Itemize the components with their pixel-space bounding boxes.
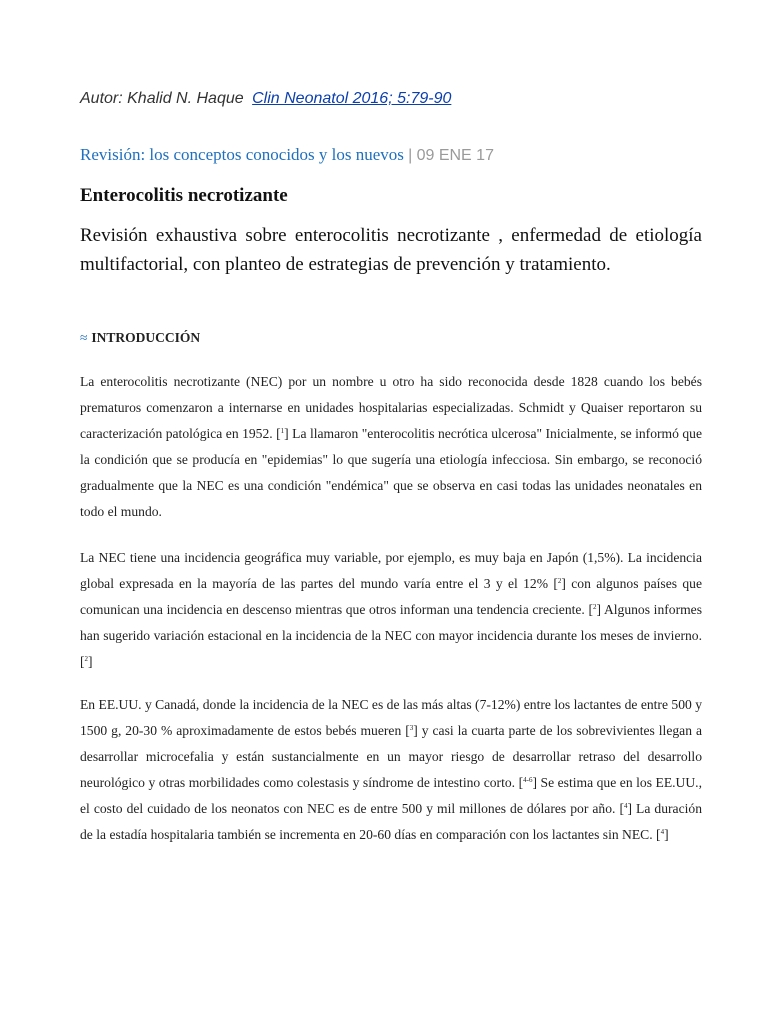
reference-superscript: 4-6 [523,776,533,784]
reference-superscript: 4 [623,802,628,810]
approx-icon: ≈ [80,330,88,345]
section-line [80,145,494,165]
author-name: Autor: Khalid N. Haque [80,90,244,107]
reference-superscript: 1 [280,427,285,435]
author-line [80,90,451,108]
section-link[interactable]: Revisión: los conceptos conocidos y los nuevos [80,145,404,164]
article-summary: Revisión exhaustiva sobre enterocolitis necrotizante , enfermedad de etiología multifactorial, con planteo de estrategias de prevención y tratamiento. [80,225,702,275]
reference-superscript: 2 [593,603,597,611]
paragraph-3 [80,692,702,848]
paragraph-text: ] y casi la cuarta parte de los sobrevivientes llegan a desarrollar microcefalia y están sustancialmente en un mayor riesgo de desarrollar retraso del desarrollo neurológico y otras morbilidades como colestasis y síndrome de intestino corto. [ [80,723,702,790]
paragraph-text: ] Algunos informes han sugerido variación estacional en la incidencia de la NEC con mayor incidencia durante los meses de invierno. [ [80,602,702,669]
paragraph-1 [80,369,702,525]
reference-superscript: 2 [557,577,562,585]
reference-superscript: 4 [660,828,665,836]
paragraph-text: ] con algunos países que comunican una incidencia en descenso mientras que otros informan una tendencia creciente. [ [80,576,702,617]
paragraph-text: ] Se estima que en los EE.UU., el costo del cuidado de los neonatos con NEC es de entre 500 y mil millones de dólares por año. [ [80,775,702,816]
paragraph-text: ] [664,827,669,842]
reference-superscript: 2 [84,655,89,663]
section-heading-introduccion [80,330,200,346]
paragraph-text: ] [88,654,93,669]
heading-label: INTRODUCCIÓN [91,330,201,345]
publish-date: 09 ENE 17 [416,147,494,164]
section-separator: | [408,147,413,164]
article-title: Enterocolitis necrotizante [80,185,288,206]
paragraph-text: En EE.UU. y Canadá, donde la incidencia de la NEC es de las más altas (7-12%) entre los lactantes de entre 500 y 1500 g, 20-30 % aproximadamente de estos bebés mueren [ [80,697,702,738]
reference-superscript: 3 [409,724,414,732]
paragraph-text: ] La duración de la estadía hospitalaria también se incrementa en 20-60 días en comparación con los lactantes sin NEC. [ [80,801,702,842]
paragraph-text: La NEC tiene una incidencia geográfica muy variable, por ejemplo, es muy baja en Japón (1,5%). La incidencia global expresada en la mayoría de las partes del mundo varía entre el 3 y el 12% [ [80,550,702,591]
paragraph-2 [80,545,702,675]
paragraph-text: La enterocolitis necrotizante (NEC) por un nombre u otro ha sido reconocida desde 1828 cuando los bebés prematuros comenzaron a internarse en unidades hospitalarias especializadas. Schmidt y Quaiser reportaron su caracterización patológica en 1952. [ [80,374,702,441]
citation-link[interactable]: Clin Neonatol 2016; 5:79-90 [252,90,452,107]
paragraph-text: ] La llamaron "enterocolitis necrótica ulcerosa" Inicialmente, se informó que la condición que se producía en "epidemias" lo que sugería una etiología infecciosa. Sin embargo, se reconoció gradualmente que la NEC es una condición "endémica" que se observa en casi todas las unidades neonatales en todo el mundo. [80,426,702,519]
